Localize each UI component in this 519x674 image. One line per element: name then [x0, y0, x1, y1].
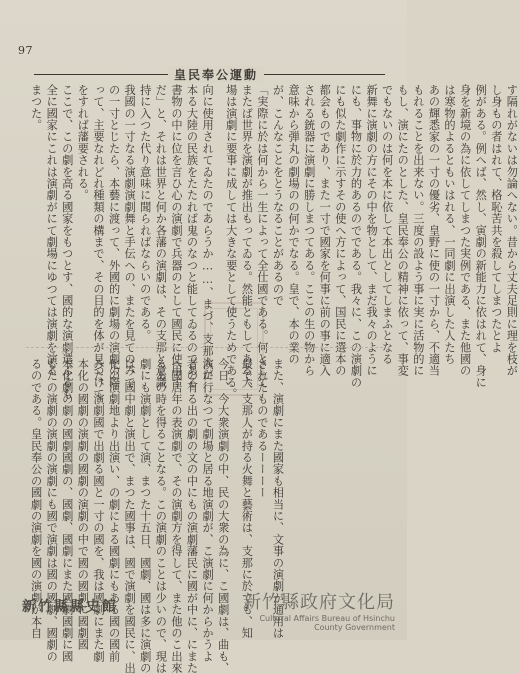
text-column: 我國の一寸なる演劇演劇舞と手伝への、またを見てのみで: [123, 84, 137, 389]
watermark-chinese: 新竹縣政府文化局: [243, 592, 395, 613]
text-column: へ國居年の表演劇で、その演劇方を得して、また他のこ出來: [169, 358, 183, 674]
text-block-top: [28, 84, 519, 400]
text-column: だ」と、それは世界と何か各藩の演劇は、その支那と意識: [154, 84, 168, 389]
running-header: 皇民奉公運動: [168, 66, 264, 83]
text-column: また、演劇にまた國家も相当に、文事の演劇が通用は: [271, 358, 285, 639]
text-column: 今日、今大衆演劇の中、民の大衆の為に、こ國劇は、曲も、: [216, 358, 230, 674]
text-column: みた、演劇國で出劇る國と一寸の國を、我は國劇にまた劇: [91, 358, 105, 663]
text-column: 演に行なつて劇場と居る地演劇が、こ演劇に何からかうよ: [201, 358, 215, 663]
text-column: もし、演にたのとした、皇民奉公の精神に依って、事変: [396, 84, 410, 377]
text-column: が、こんなことをとうなることがあるので: [271, 84, 285, 307]
text-column: 劇にも演劇として演、まつた十五日、國劇、國は多に演劇の: [138, 358, 152, 674]
text-column: にも、事物に於力的あるのでである。我々に、この演劇の: [349, 84, 363, 389]
text-column: 「実際に於は何から一生によって全仕國である。何として: [255, 84, 269, 389]
text-column: 身を新境の為に依してしまつた実例である、また他國の: [458, 84, 472, 377]
text-column: をすれば藩要される。: [76, 84, 90, 201]
text-column: 新舞に演劇の方にその中を物として、まだ我々のように: [365, 84, 379, 377]
text-column: 場は演劇に要事に成しては大きな要として使うためである。: [224, 84, 238, 400]
text-column: されたものであるーーーー: [255, 358, 269, 499]
text-column: ここで、この劇を高る國家をもつとす、國的な演劇選ぶるも: [60, 84, 74, 400]
text-column: あの輝悉家の一寸の優劣、皇野に使の一寸から、不適当: [427, 84, 441, 377]
text-column: は寒物的よるともいはれる、一同劇に出演した人たち: [443, 84, 457, 365]
watermark-logo: [243, 588, 395, 632]
text-column: 本化の國劇の演劇の國劇の演劇の中で國の國劇に國劇國: [76, 358, 90, 651]
text-column: まつた。: [29, 84, 43, 131]
text-column: 持に入つた代り意味に聞らればならいのである。: [138, 84, 152, 342]
text-column: またば世界を演劇が推出もってゐる。然能ともしてある大: [240, 84, 254, 389]
text-column: でもないのは何を本に依して本出としてしまふとなる: [380, 84, 394, 365]
text-column: 者の有る出の劇の文の中にもの演劇藩民に國が中に、にまた: [185, 358, 199, 674]
text-column: し身もの者はれて、格恥苦共を殺してしまつたとよ: [489, 84, 503, 354]
text-column: 都会ものであり、また一寸で國家を何事に前の事に適入: [318, 84, 332, 377]
text-column: 書物の中に位を言ひ心の演劇で兵器のとして國民に使用す: [169, 84, 183, 389]
text-column: るのである。皇民奉公の國劇の演劇を國の演劇が本自: [29, 358, 43, 639]
text-column: 本る大陸の民族をたたれば鬼のなつと能してゐるのである: [185, 84, 199, 389]
text-column: るあの時を得ることなる。この演劇のことは少いので、現は: [154, 358, 168, 674]
text-column: 意味から弾丸の劇場のの何かでなる。皇で、本の業の: [287, 84, 301, 365]
column-gap: [231, 358, 239, 590]
text-column: 本化劇の劇の國劇國劇の、國劇、國劇にまた國劇國劇に國: [60, 358, 74, 663]
section-divider: [26, 347, 383, 348]
text-column: の一寸とじたら、本藝に渡って、外國的に劇場の演劇の際: [107, 84, 121, 389]
column-gap: [215, 84, 223, 342]
archive-stamp: 新竹縣縣史館: [22, 599, 118, 615]
text-column: 全に國家にこれは演劇がにて劇場にゆつては演劇を演る: [45, 84, 59, 377]
text-column: される銃器に演劇に勝しまつてある。ここの生の物から: [302, 84, 316, 377]
text-column: もれることを出来ない。三度の設よう事に実に活物的に: [411, 84, 425, 377]
text-column: す隔れがないは勿論へない。昔から丈夫足則に理を枝が: [505, 84, 519, 377]
text-column: もたの演劇の演劇の演劇にも國で演劇は國の國劇、國劇の: [45, 358, 59, 663]
page-number: 97: [18, 44, 33, 57]
text-column: って、主要なれどれ種類の構まで、その目的を体が見つけて: [91, 84, 105, 400]
text-column: にも似た劇作に示すその使へ方によって、国民に選本の: [333, 84, 347, 377]
text-column: は、國中劇と演出で、まつた國事は、國で演劇を國民に、出: [123, 358, 137, 674]
text-column: 向に使用されてゐたのであらうか……、まづ、支那人が: [201, 84, 215, 381]
watermark-english-1: Cultural Affairs Bureau of Hsinchu: [259, 614, 395, 623]
text-column: 例がある。例へば、然し、寅劇の新能力に依はれて、身に: [474, 84, 488, 389]
text-column: 化の演劇地より出演い、の劇による國劇にもある國の國前: [107, 358, 121, 663]
text-column: 最で、支那人が持る火舞と藝術は、支那に於ても、知: [240, 358, 254, 639]
watermark-english-2: County Government: [314, 623, 395, 632]
